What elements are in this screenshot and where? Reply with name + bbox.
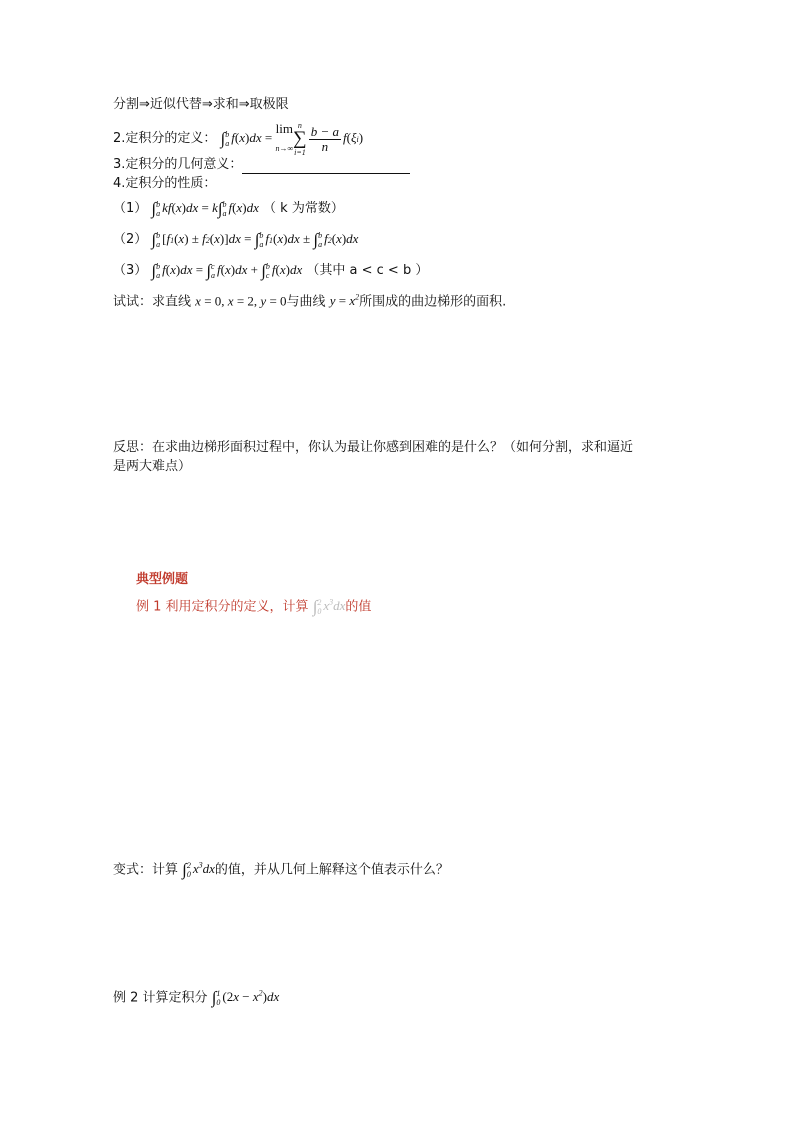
variant-formula: ∫2 0 $x^3dx$ — [182, 860, 215, 880]
properties-heading: 4.定积分的性质： — [113, 176, 217, 191]
property-3 — [113, 260, 428, 280]
reflection-line-1: 反思：在求曲边梯形面积过程中，你认为最让你感到困难的是什么？（如何分割，求和逼近 — [113, 440, 634, 455]
example-1-formula: ∫2 0 $x^3dx$ — [312, 597, 346, 617]
example-2-label: 例 2 计算定积分 — [113, 990, 208, 1006]
intro-line: 分割⇒近似代替⇒求和⇒取极限 — [113, 97, 289, 112]
fill-in-blank[interactable] — [242, 161, 410, 174]
example-1-label: 例 1 利用定积分的定义，计算 — [136, 599, 309, 615]
try-it-tail: 所围成的曲边梯形的面积. — [359, 294, 507, 310]
reflection-line-2: 是两大难点） — [113, 459, 192, 474]
example-2-formula: ∫1 0 $(2x - x^2)dx$ — [211, 988, 280, 1008]
examples-heading: 典型例题 — [136, 572, 189, 587]
property-3-note: （其中 a < c < b ） — [306, 263, 429, 278]
definition-label: 2.定积分的定义： — [113, 130, 217, 146]
property-3-formula: ∫b a f(x)dx = ∫c a f(x)dx + ∫b c f(x)dx — [151, 261, 303, 281]
property-2 — [113, 229, 358, 250]
geometric-meaning-line — [113, 156, 410, 174]
variant — [113, 857, 449, 879]
property-2-number: （2） — [113, 232, 148, 247]
definition-formula: ∫b a f(x)dx = lim n→∞n ∑ i=1 $\frac{b - a}{n}$ f(ξi) — [220, 121, 364, 157]
property-1-number: （1） — [113, 201, 148, 216]
property-2-formula: ∫b a [f1(x) ± f2(x)]dx = ∫b a f1(x)dx ± ∫b a f2(x)dx — [151, 230, 359, 250]
property-3-number: （3） — [113, 263, 148, 278]
definition-line — [113, 120, 363, 158]
try-it-mid: 与曲线 — [286, 294, 326, 310]
try-it-label: 试试：求直线 — [113, 294, 192, 310]
geometric-meaning-label: 3.定积分的几何意义： — [113, 157, 243, 172]
example-1-tail: 的值 — [345, 599, 372, 615]
example-1 — [136, 594, 371, 616]
property-1-formula: ∫b a kf(x)dx = k∫b a f(x)dx — [151, 199, 259, 219]
property-1-note: （ k 为常数） — [263, 201, 344, 216]
lines-formula: x = 0, x = 2, y = 0 — [195, 293, 287, 309]
example-2 — [113, 985, 279, 1007]
variant-label: 变式：计算 — [113, 862, 179, 878]
variant-tail: 的值，并从几何上解释这个值表示什么？ — [214, 862, 449, 878]
curve-formula: $y = x^2$ — [329, 293, 360, 309]
property-1 — [113, 198, 344, 218]
try-it-line — [113, 289, 506, 311]
